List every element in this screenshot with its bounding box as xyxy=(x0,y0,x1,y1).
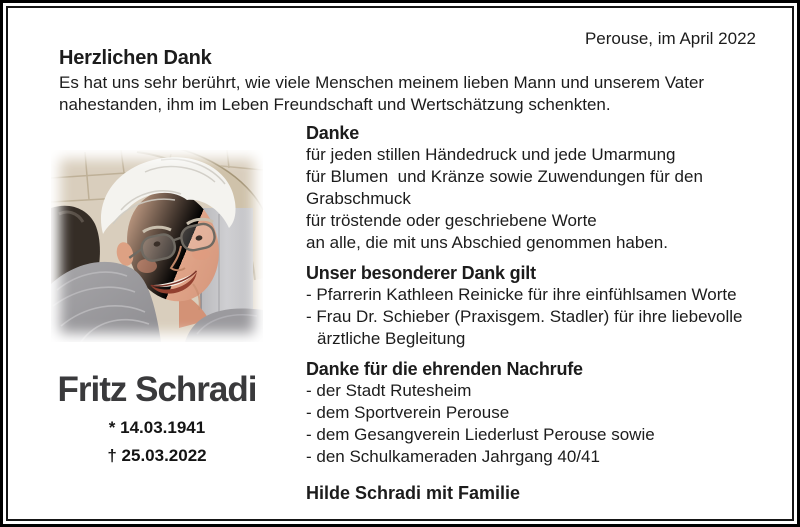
thanks-line: für Blumen und Kränze sowie Zuwendungen für den xyxy=(306,167,703,186)
signature: Hilde Schradi mit Familie xyxy=(306,483,521,503)
dateline: Perouse, im April 2022 xyxy=(584,29,756,48)
thanks-line: Grabschmuck xyxy=(306,189,411,208)
thanks-item: - dem Gesangverein Liederlust Perouse sowie xyxy=(306,425,655,444)
deceased-name: Fritz Schradi xyxy=(57,370,257,409)
portrait-photo xyxy=(51,150,263,342)
thanks-item: - Frau Dr. Schieber (Praxisgem. Stadler) für ihre liebevolle xyxy=(306,307,743,326)
section-besonderer-dank xyxy=(306,262,792,350)
intro-line: Es hat uns sehr berührt, wie viele Menschen meinem lieben Mann und unserem Vater xyxy=(59,73,705,92)
notice-title: Herzlichen Dank xyxy=(59,47,212,69)
section-heading: Danke xyxy=(306,123,360,143)
thanks-line: an alle, die mit uns Abschied genommen haben. xyxy=(306,233,668,252)
thanks-item-continuation: ärztliche Begleitung xyxy=(317,329,466,348)
thanks-column xyxy=(306,122,792,504)
section-danke xyxy=(306,122,792,254)
birth-date: * 14.03.1941 xyxy=(108,418,206,437)
deceased-panel xyxy=(39,150,275,466)
intro-line: nahestanden, ihm im Leben Freundschaft und Wertschätzung schenkten. xyxy=(59,95,611,114)
death-date: † 25.03.2022 xyxy=(107,446,207,465)
thanks-item: - dem Sportverein Perouse xyxy=(306,403,510,422)
section-heading: Unser besonderer Dank gilt xyxy=(306,263,536,283)
portrait-illustration xyxy=(51,150,263,342)
thanks-item: - der Stadt Rutesheim xyxy=(306,381,472,400)
thanks-item: - Pfarrerin Kathleen Reinicke für ihre einfühlsamen Worte xyxy=(306,285,737,304)
section-nachrufe xyxy=(306,358,792,468)
intro-text xyxy=(59,72,704,116)
thanks-line: für jeden stillen Händedruck und jede Umarmung xyxy=(306,145,676,164)
thanks-item: - den Schulkameraden Jahrgang 40/41 xyxy=(306,447,600,466)
thanks-line: für tröstende oder geschriebene Worte xyxy=(306,211,597,230)
section-heading: Danke für die ehrenden Nachrufe xyxy=(306,359,583,379)
